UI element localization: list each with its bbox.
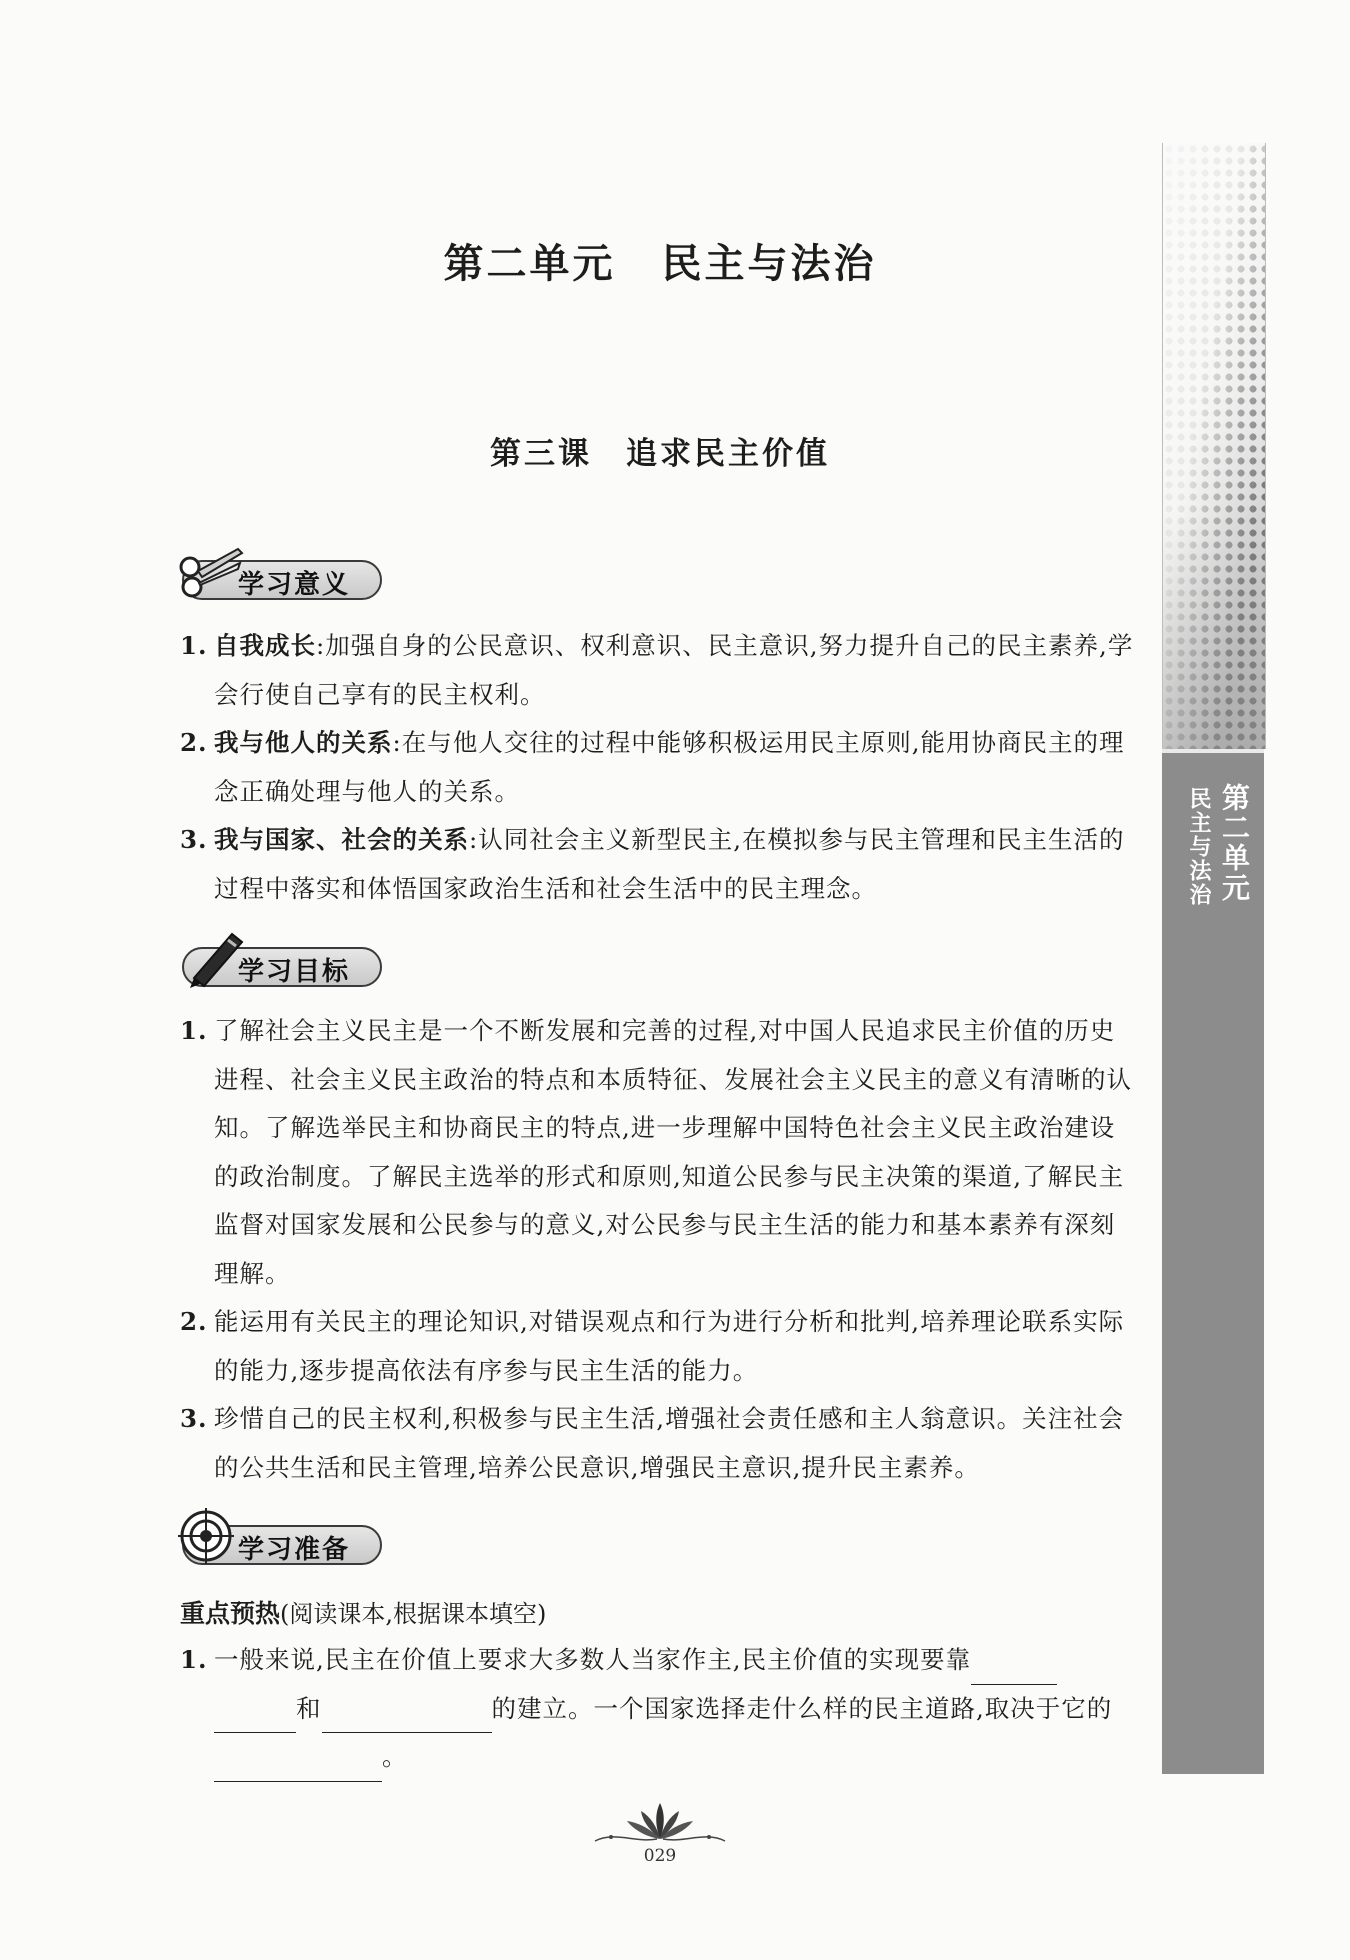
section-label: 学习意义 <box>238 570 351 600</box>
answer-blank[interactable] <box>971 1654 1057 1685</box>
page-number: 029 <box>643 1846 677 1866</box>
answer-blank[interactable] <box>214 1702 296 1733</box>
item-text: :在与他人交往的过程中能够积极运用民主原则,能用协商民主的理念正确处理与他人的关系。 <box>214 728 1125 806</box>
section-label: 学习准备 <box>238 1535 351 1565</box>
prep-subtitle-note: (阅读课本,根据课本填空) <box>280 1600 547 1628</box>
list-item <box>180 816 1140 913</box>
prep-list <box>180 1636 1140 1782</box>
item-text: :认同社会主义新型民主,在模拟参与民主管理和民主生活的过程中落实和体悟国家政治生活和社会生活中的民主理念。 <box>214 825 1125 903</box>
prep-subtitle-term: 重点预热 <box>180 1599 281 1628</box>
pen-icon <box>176 928 246 990</box>
unit-name: 民主与法治 <box>661 240 877 287</box>
item-term: 自我成长 <box>214 631 316 660</box>
item-text: 珍惜自己的民主权利,积极参与民主生活,增强社会责任感和主人翁意识。关注社会的公共生活和民主管理,培养公民意识,增强民主意识,提升民主素养。 <box>214 1404 1125 1482</box>
item-text: 能运用有关民主的理论知识,对错误观点和行为进行分析和批判,培养理论联系实际的能力,逐步提高依法有序参与民主生活的能力。 <box>214 1307 1125 1385</box>
fill-blank-item <box>180 1636 1140 1782</box>
item-number: 1. <box>180 1645 208 1674</box>
side-topic-label: 民主与法治 <box>1186 787 1211 907</box>
lesson-number: 第三课 <box>490 436 592 472</box>
lesson-name: 追求民主价值 <box>626 436 830 472</box>
item-number: 2. <box>180 1307 208 1336</box>
list-item <box>180 1298 1140 1395</box>
item-term: 我与他人的关系 <box>214 728 393 757</box>
item-text: 了解社会主义民主是一个不断发展和完善的过程,对中国人民追求民主价值的历史进程、社会主义民主政治的特点和本质特征、发展社会主义民主的意义有清晰的认知。了解选举民主和协商民主的特点,进一步理解中国特色社会主义民主政治建设的政治制度。了解民主选举的形式和原则,知道公民参与民主决策的渠道,了解民主监督对国家发展和公民参与的意义,对公民参与民主生活的能力和基本素养有深刻理解。 <box>214 1016 1132 1288</box>
item-text: 和 <box>296 1693 322 1723</box>
side-unit-band <box>1162 749 1264 1774</box>
item-text: 一般来说,民主在价值上要求大多数人当家作主,民主价值的实现要靠 <box>214 1645 972 1674</box>
footer-ornament <box>585 1795 735 1849</box>
goals-list <box>180 1007 1140 1492</box>
section-header-prep <box>180 1520 390 1566</box>
item-number: 1. <box>180 631 208 660</box>
item-text: 的建立。一个国家选择走什么样的民主道路,取决于它的 <box>491 1693 1113 1723</box>
section-header-meaning <box>180 555 390 601</box>
answer-blank[interactable] <box>214 1751 382 1782</box>
side-unit-label: 第二单元 <box>1218 783 1251 903</box>
lesson-title <box>0 428 1320 473</box>
list-item <box>180 1395 1140 1492</box>
answer-blank[interactable] <box>322 1702 492 1733</box>
meaning-list <box>180 622 1140 913</box>
list-item <box>180 1007 1140 1298</box>
item-number: 2. <box>180 728 208 757</box>
section-header-goals <box>180 942 390 988</box>
unit-number: 第二单元 <box>443 240 616 287</box>
item-number: 3. <box>180 825 208 854</box>
item-term: 我与国家、社会的关系 <box>214 825 469 854</box>
list-item <box>180 622 1140 719</box>
prep-subtitle <box>180 1594 546 1630</box>
side-unit-tab <box>1162 143 1264 1770</box>
scissors-icon <box>176 541 246 603</box>
item-number: 1. <box>180 1016 208 1045</box>
target-icon <box>176 1506 246 1568</box>
item-text: 。 <box>382 1742 408 1771</box>
section-label: 学习目标 <box>238 957 351 987</box>
item-text: :加强自身的公民意识、权利意识、民主意识,努力提升自己的民主素养,学会行使自己享有的民主权利。 <box>214 631 1134 709</box>
item-number: 3. <box>180 1404 208 1433</box>
unit-title <box>0 232 1320 289</box>
list-item <box>180 719 1140 816</box>
